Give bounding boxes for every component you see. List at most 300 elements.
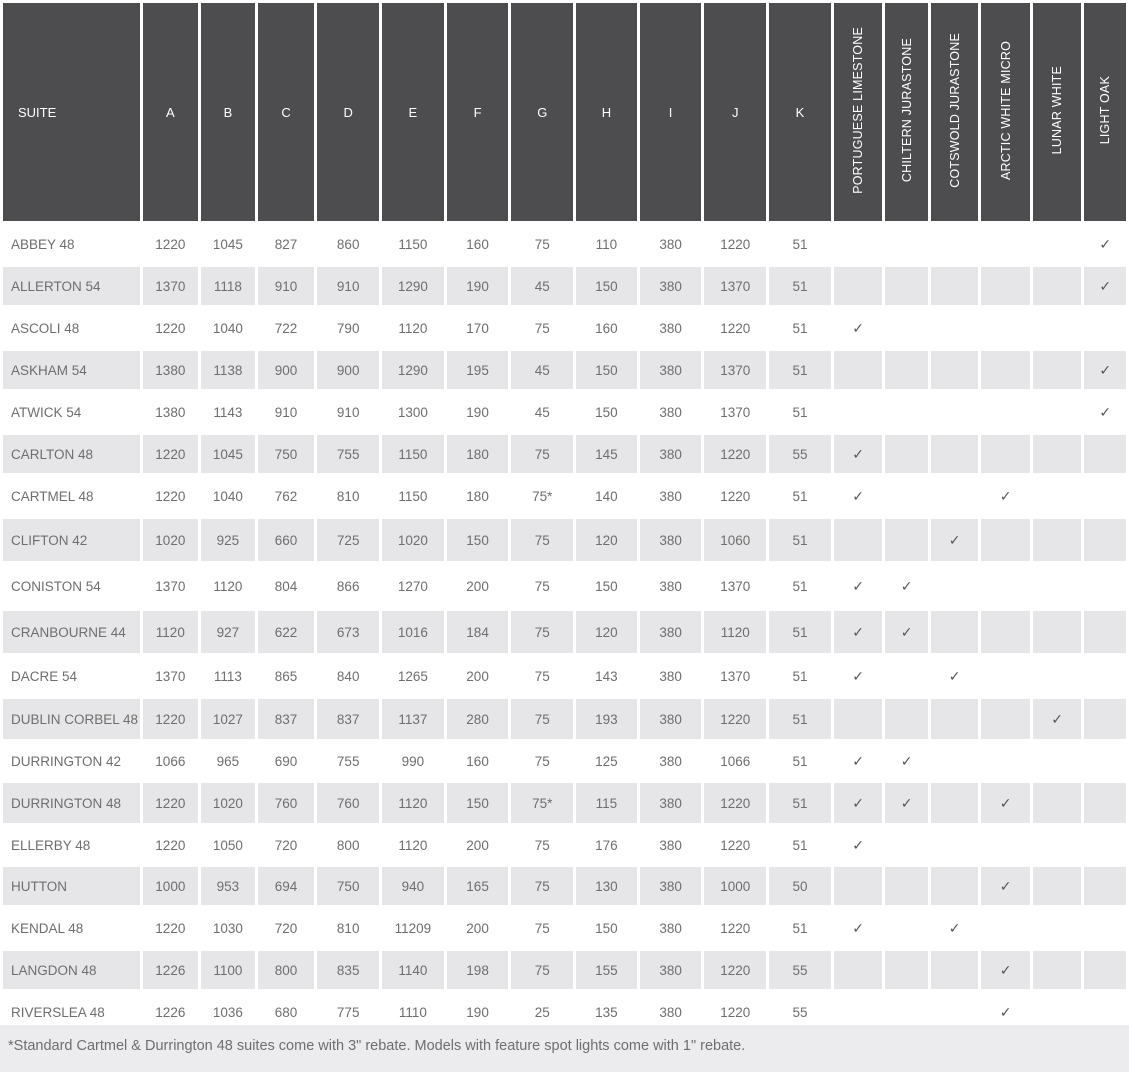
dim-cell-g: 75 [511,611,573,653]
table-row [3,699,1126,739]
finish-cell-portuguese-limestone [834,908,883,948]
dim-cell-i: 380 [640,519,702,561]
suite-name-cell: DURRINGTON 48 [3,783,140,823]
dim-cell-a: 1380 [143,351,199,389]
dim-cell-f: 200 [466,578,489,594]
dim-header-g: G [511,3,573,221]
finish-cell-arctic-white-micro [981,351,1030,389]
dim-cell-k: 51 [792,753,808,769]
finish-cell-lunar-white [1033,476,1082,516]
dim-cell-b: 1040 [212,488,243,504]
finish-cell-lunar-white [1033,742,1082,780]
finish-cell-light-oak [1084,224,1126,264]
dim-header-f: F [447,3,509,221]
dim-header-b: B [201,3,255,221]
dim-cell-c: 804 [274,578,298,594]
dim-cell-d: 775 [336,1004,360,1020]
dim-cell-c: 690 [274,753,298,769]
suite-name-cell: ASKHAM 54 [3,351,140,389]
suite-name-cell: DUBLIN CORBEL 48 [3,699,140,739]
dim-cell-f: 180 [466,488,489,504]
finish-cell-cotswold-jurastone [931,611,979,653]
dim-cell-b: 927 [201,611,255,653]
finish-cell-chiltern-jurastone [885,392,927,432]
dim-cell-g: 75 [534,837,550,853]
finish-cell-light-oak [1084,867,1126,905]
finish-cell-chiltern-jurastone [885,783,927,823]
dim-cell-k: 51 [792,236,808,252]
table-row [3,435,1126,473]
suite-name-cell: ABBEY 48 [11,236,75,252]
dim-cell-k: 55 [769,435,831,473]
dim-cell-b: 965 [216,753,240,769]
dim-cell-c: 837 [258,699,315,739]
finish-cell-arctic-white-micro [981,224,1030,264]
finish-cell-chiltern-jurastone [885,742,927,780]
dim-header-c: C [258,3,315,221]
dim-cell-e: 1120 [398,837,428,853]
dim-cell-f: 150 [447,783,509,823]
finish-header-light-oak: LIGHT OAK [1084,3,1126,221]
dim-cell-g: 75 [534,753,550,769]
dim-header-i: I [640,3,702,221]
finish-cell-portuguese-limestone [834,224,883,264]
dim-cell-i: 380 [640,435,702,473]
dim-cell-j: 1370 [720,404,751,420]
finish-cell-portuguese-limestone [834,611,883,653]
dim-cell-g: 75 [511,435,573,473]
dim-cell-d: 910 [317,267,379,305]
dim-cell-k: 51 [792,668,808,684]
suite-name-cell: KENDAL 48 [11,920,84,936]
finish-cell-chiltern-jurastone [885,699,927,739]
dim-cell-b: 1143 [213,404,243,420]
suite-name-cell: CONISTON 54 [11,578,101,594]
dim-cell-i: 380 [640,867,702,905]
dim-cell-i: 380 [659,668,682,684]
dim-cell-i: 380 [640,699,702,739]
dim-cell-d: 790 [336,320,360,336]
check-icon: ✓ [900,623,913,640]
dim-cell-j: 1220 [704,951,766,989]
finish-cell-arctic-white-micro [981,783,1030,823]
dim-cell-h: 155 [576,951,637,989]
dim-cell-h: 160 [595,320,618,336]
dim-cell-b: 1045 [212,236,243,252]
dim-cell-d: 755 [317,435,379,473]
suite-name-cell: CARTMEL 48 [11,488,94,504]
dim-cell-f: 200 [466,837,489,853]
dim-cell-g: 75* [532,488,553,504]
finish-cell-cotswold-jurastone [931,392,979,432]
dim-cell-c: 910 [258,267,315,305]
check-icon: ✓ [999,794,1012,811]
finish-cell-cotswold-jurastone [931,476,979,516]
table-row [3,519,1126,561]
finish-cell-light-oak [1084,435,1126,473]
finish-cell-arctic-white-micro [981,267,1030,305]
finish-cell-lunar-white [1033,351,1082,389]
check-icon: ✓ [852,319,864,336]
dim-header-d: D [317,3,379,221]
check-icon: ✓ [1099,235,1112,252]
finish-cell-portuguese-limestone [834,519,883,561]
dim-cell-j: 1220 [704,435,766,473]
dim-cell-d: 837 [317,699,379,739]
dim-cell-h: 125 [595,753,618,769]
finish-cell-chiltern-jurastone [885,519,927,561]
dim-cell-i: 380 [640,951,702,989]
dim-cell-f: 160 [466,753,489,769]
dim-cell-g: 75 [534,578,550,594]
dim-header-a: A [143,3,199,221]
dim-cell-j: 1066 [720,753,751,769]
finish-cell-light-oak [1084,656,1126,696]
suite-name-cell: ELLERBY 48 [11,837,91,853]
dim-cell-a: 1370 [143,267,199,305]
finish-cell-arctic-white-micro [981,699,1030,739]
finish-cell-light-oak [1084,519,1126,561]
dim-cell-g: 45 [511,267,573,305]
dim-cell-a: 1020 [143,519,199,561]
dim-cell-h: 120 [576,611,637,653]
finish-cell-portuguese-limestone [834,951,883,989]
dim-cell-k: 51 [792,837,808,853]
check-icon: ✓ [852,752,864,769]
finish-header-cotswold-jurastone: COTSWOLD JURASTONE [931,3,979,221]
table-row [3,783,1126,823]
dim-cell-j: 1370 [704,267,766,305]
check-icon: ✓ [852,623,864,640]
dim-cell-b: 1113 [213,668,242,684]
dim-cell-k: 50 [769,867,831,905]
finish-cell-chiltern-jurastone [885,435,927,473]
finish-cell-chiltern-jurastone [885,351,927,389]
dim-cell-e: 1020 [382,519,444,561]
finish-cell-portuguese-limestone [834,392,883,432]
finish-cell-cotswold-jurastone [931,267,979,305]
dim-cell-j: 1220 [720,236,751,252]
check-icon: ✓ [948,667,961,684]
finish-cell-portuguese-limestone [834,867,883,905]
finish-cell-portuguese-limestone [834,699,883,739]
dim-header-j: J [704,3,766,221]
finish-cell-lunar-white [1033,308,1082,348]
finish-cell-chiltern-jurastone [885,826,927,864]
dim-cell-a: 1380 [155,404,186,420]
dim-cell-i: 380 [659,753,682,769]
dim-cell-h: 143 [595,668,618,684]
dim-cell-e: 1137 [382,699,444,739]
finish-header-chiltern-jurastone: CHILTERN JURASTONE [885,3,927,221]
finish-cell-arctic-white-micro [981,951,1030,989]
dim-cell-a: 1220 [155,837,186,853]
dim-cell-k: 51 [769,351,831,389]
finish-cell-chiltern-jurastone [885,656,927,696]
finish-cell-lunar-white [1033,224,1082,264]
finish-cell-cotswold-jurastone [931,308,979,348]
dim-cell-a: 1370 [155,668,186,684]
table-row [3,867,1126,905]
dim-cell-d: 810 [336,920,360,936]
dim-cell-c: 750 [258,435,315,473]
dim-cell-i: 380 [659,320,682,336]
suite-name-cell: CRANBOURNE 44 [3,611,140,653]
dim-cell-b: 1036 [212,1004,243,1020]
dim-cell-b: 1050 [212,837,243,853]
dim-cell-k: 51 [792,320,808,336]
suite-name-cell: DURRINGTON 42 [11,753,122,769]
dim-cell-c: 680 [274,1004,298,1020]
finish-cell-arctic-white-micro [981,476,1030,516]
check-icon: ✓ [1051,710,1064,727]
check-icon: ✓ [900,794,913,811]
dim-cell-k: 51 [769,699,831,739]
dim-cell-g: 75 [534,668,550,684]
dim-cell-i: 380 [640,783,702,823]
finish-cell-cotswold-jurastone [931,564,979,608]
suite-name-cell: CLIFTON 42 [3,519,140,561]
finish-cell-portuguese-limestone [834,267,883,305]
dim-cell-d: 755 [336,753,360,769]
dim-cell-i: 380 [659,236,682,252]
dim-cell-c: 762 [274,488,298,504]
finish-cell-chiltern-jurastone [885,308,927,348]
dim-cell-j: 1220 [720,920,751,936]
dim-cell-h: 193 [576,699,637,739]
check-icon: ✓ [999,877,1012,894]
suite-name-cell: HUTTON [3,867,140,905]
finish-cell-chiltern-jurastone [885,224,927,264]
finish-cell-light-oak [1084,564,1126,608]
finish-cell-chiltern-jurastone [885,867,927,905]
dim-cell-g: 75 [511,867,573,905]
dim-cell-f: 190 [447,267,509,305]
dim-cell-f: 200 [466,920,489,936]
table-row [3,656,1126,696]
dim-cell-e: 1290 [382,267,444,305]
dim-cell-c: 800 [258,951,315,989]
check-icon: ✓ [1099,403,1112,420]
dim-cell-f: 184 [447,611,509,653]
dim-cell-g: 25 [534,1004,550,1020]
dim-cell-c: 722 [274,320,298,336]
finish-cell-cotswold-jurastone [931,699,979,739]
dim-cell-b: 1030 [212,920,243,936]
dim-cell-a: 1066 [155,753,186,769]
dim-cell-h: 115 [576,783,637,823]
dim-cell-c: 865 [274,668,298,684]
dim-cell-e: 940 [382,867,444,905]
dim-cell-f: 150 [447,519,509,561]
finish-cell-arctic-white-micro [981,867,1030,905]
dim-cell-k: 51 [792,578,808,594]
dim-cell-g: 75 [511,699,573,739]
check-icon: ✓ [852,667,864,684]
finish-cell-arctic-white-micro [981,611,1030,653]
finish-cell-lunar-white [1033,656,1082,696]
dim-cell-a: 1220 [143,435,199,473]
dim-cell-f: 198 [447,951,509,989]
dim-cell-h: 130 [576,867,637,905]
dim-cell-i: 380 [659,920,682,936]
dim-cell-j: 1370 [704,351,766,389]
dim-cell-h: 150 [595,578,618,594]
dim-cell-j: 1220 [720,488,751,504]
table-row [3,564,1126,608]
suite-name-cell: ATWICK 54 [11,404,82,420]
dim-cell-b: 1027 [201,699,255,739]
check-icon: ✓ [1099,361,1112,378]
suite-name-cell: RIVERSLEA 48 [11,1004,105,1020]
table-row [3,476,1126,516]
finish-cell-light-oak [1084,351,1126,389]
dim-cell-i: 380 [640,351,702,389]
finish-cell-arctic-white-micro [981,656,1030,696]
dim-cell-g: 75 [534,920,550,936]
dim-cell-e: 1150 [382,435,444,473]
dim-cell-b: 953 [201,867,255,905]
finish-cell-light-oak [1084,267,1126,305]
dim-cell-d: 900 [317,351,379,389]
table-row [3,351,1126,389]
dim-cell-h: 150 [576,267,637,305]
dim-cell-e: 1300 [397,404,428,420]
finish-cell-light-oak [1084,908,1126,948]
finish-cell-lunar-white [1033,519,1082,561]
dim-cell-a: 1370 [155,578,186,594]
dim-cell-c: 720 [274,837,298,853]
dim-header-k: K [769,3,831,221]
dim-cell-g: 75 [511,951,573,989]
dim-cell-j: 1220 [704,699,766,739]
dim-cell-d: 860 [336,236,360,252]
finish-cell-portuguese-limestone [834,435,883,473]
dim-cell-d: 810 [336,488,360,504]
dim-cell-c: 910 [274,404,298,420]
table-row [3,224,1126,264]
dim-cell-f: 160 [466,236,489,252]
finish-cell-cotswold-jurastone [931,867,979,905]
finish-cell-portuguese-limestone [834,783,883,823]
dim-cell-a: 1220 [143,783,199,823]
dim-cell-a: 1220 [155,236,186,252]
dim-cell-k: 51 [769,611,831,653]
dim-cell-a: 1220 [155,320,186,336]
dim-cell-j: 1220 [720,1004,751,1020]
dim-cell-f: 190 [466,404,489,420]
dim-cell-c: 660 [258,519,315,561]
dim-cell-j: 1220 [720,320,751,336]
suite-name-cell: LANGDON 48 [3,951,140,989]
dim-cell-a: 1220 [155,920,186,936]
dim-cell-e: 990 [401,753,425,769]
dim-cell-i: 380 [640,611,702,653]
finish-cell-lunar-white [1033,611,1082,653]
dim-cell-c: 900 [258,351,315,389]
dim-cell-j: 1220 [720,837,751,853]
dim-cell-g: 75 [511,519,573,561]
finish-cell-light-oak [1084,826,1126,864]
dim-cell-b: 1020 [201,783,255,823]
dim-cell-e: 1110 [398,1004,427,1020]
finish-cell-lunar-white [1033,867,1082,905]
footnote: *Standard Cartmel & Durrington 48 suites come with 3" rebate. Models with feature spot lights come with 1" rebate. [0,1025,1129,1072]
check-icon: ✓ [999,1003,1012,1020]
finish-cell-arctic-white-micro [981,564,1030,608]
dim-cell-h: 150 [595,920,618,936]
finish-cell-portuguese-limestone [834,656,883,696]
dim-cell-f: 180 [447,435,509,473]
finish-cell-cotswold-jurastone [931,783,979,823]
table-row [3,908,1126,948]
dim-cell-c: 720 [274,920,298,936]
finish-cell-lunar-white [1033,826,1082,864]
finish-cell-light-oak [1084,783,1126,823]
dim-cell-i: 380 [659,578,682,594]
dim-cell-d: 760 [317,783,379,823]
dim-cell-i: 380 [659,837,682,853]
finish-cell-cotswold-jurastone [931,519,979,561]
dim-cell-e: 11209 [394,920,432,936]
dim-cell-e: 1120 [382,783,444,823]
dim-cell-f: 170 [466,320,489,336]
finish-cell-light-oak [1084,308,1126,348]
finish-cell-light-oak [1084,392,1126,432]
finish-cell-light-oak [1084,476,1126,516]
check-icon: ✓ [852,919,864,936]
dim-cell-d: 840 [336,668,360,684]
dim-cell-i: 380 [640,267,702,305]
finish-header-lunar-white: LUNAR WHITE [1033,3,1082,221]
dim-cell-d: 673 [317,611,379,653]
suite-name-cell: CARLTON 48 [3,435,140,473]
dim-cell-d: 800 [336,837,360,853]
table-row [3,826,1126,864]
dim-cell-d: 835 [317,951,379,989]
check-icon: ✓ [852,445,864,462]
dim-cell-g: 75 [534,236,550,252]
dim-cell-a: 1226 [155,1004,186,1020]
dim-header-e: E [382,3,444,221]
finish-cell-arctic-white-micro [981,826,1030,864]
check-icon: ✓ [852,577,864,594]
finish-cell-cotswold-jurastone [931,908,979,948]
finish-cell-lunar-white [1033,783,1082,823]
dim-cell-b: 925 [201,519,255,561]
finish-cell-lunar-white [1033,908,1082,948]
dim-cell-a: 1000 [143,867,199,905]
dim-cell-f: 200 [466,668,489,684]
dim-cell-j: 1060 [704,519,766,561]
check-icon: ✓ [948,531,961,548]
dim-cell-b: 1040 [212,320,243,336]
dim-cell-d: 725 [317,519,379,561]
dim-cell-i: 380 [659,1004,682,1020]
dim-cell-e: 1120 [398,320,428,336]
finish-cell-light-oak [1084,742,1126,780]
finish-cell-light-oak [1084,611,1126,653]
check-icon: ✓ [852,836,864,853]
dim-cell-k: 55 [792,1004,808,1020]
table-row [3,951,1126,989]
dim-cell-i: 380 [659,488,682,504]
dim-cell-d: 866 [336,578,360,594]
finish-cell-arctic-white-micro [981,519,1030,561]
dim-cell-g: 75 [534,320,550,336]
finish-header-portuguese-limestone: PORTUGUESE LIMESTONE [834,3,883,221]
dim-cell-k: 51 [792,488,808,504]
